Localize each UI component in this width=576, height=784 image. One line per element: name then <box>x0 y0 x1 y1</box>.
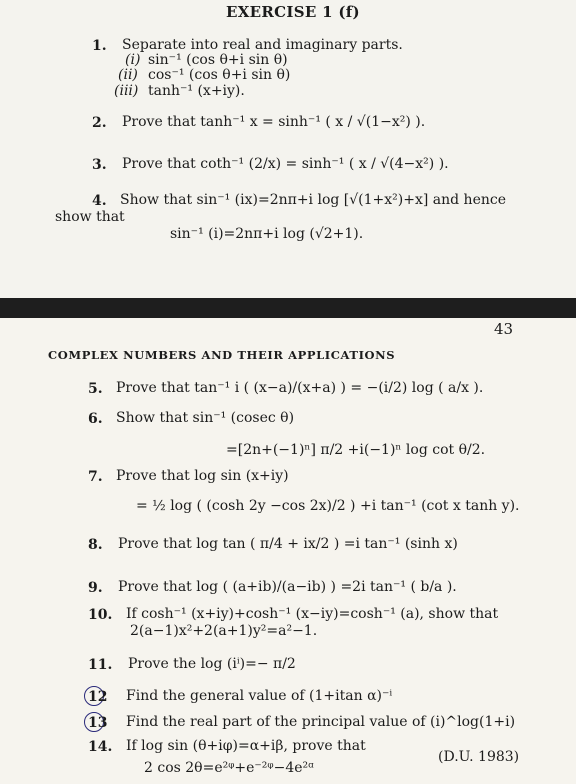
problem-14-result: 2 cos 2θ=e²ᵠ+e⁻²ᵠ−4e²ᵅ <box>144 760 314 776</box>
running-head: COMPLEX NUMBERS AND THEIR APPLICATIONS <box>48 348 396 362</box>
problem-10-result: 2(a−1)x²+2(a+1)y²=a²−1. <box>130 623 318 639</box>
problem-5-text: Prove that tan⁻¹ i ( (x−a)/(x+a) ) = −(i/2) log ( a/x ). <box>116 380 484 396</box>
page-number: 43 <box>494 320 514 338</box>
problem-3-number: 3. <box>92 157 107 173</box>
problem-12-number: 12 <box>88 689 108 705</box>
problem-11-text: Prove the log (iⁱ)=− π/2 <box>128 656 296 672</box>
problem-1-part-i-number: (i) <box>125 52 141 68</box>
problem-14-text: If log sin (θ+iφ)=α+iβ, prove that <box>126 738 366 754</box>
problem-14-number: 14. <box>88 739 113 755</box>
problem-8-number: 8. <box>88 537 103 553</box>
problem-1-part-iii-number: (iii) <box>114 83 139 99</box>
problem-11-number: 11. <box>88 657 113 673</box>
problem-6-result: =[2n+(−1)ⁿ] π/2 +i(−1)ⁿ log cot θ/2. <box>226 442 486 458</box>
problem-1-part-ii-number: (ii) <box>118 67 138 83</box>
problem-10-text: If cosh⁻¹ (x+iy)+cosh⁻¹ (x−iy)=cosh⁻¹ (a), show that <box>126 606 499 622</box>
page-gap-divider <box>0 298 576 318</box>
problem-4-text: Show that sin⁻¹ (ix)=2nπ+i log [√(1+x²)+x] and hence <box>120 192 507 208</box>
problem-6-number: 6. <box>88 411 103 427</box>
problem-1-text: Separate into real and imaginary parts. <box>122 37 403 53</box>
problem-4-number: 4. <box>92 193 107 209</box>
problem-8-text: Prove that log tan ( π/4 + ix/2 ) =i tan⁻¹ (sinh x) <box>118 536 458 552</box>
problem-9-number: 9. <box>88 580 103 596</box>
problem-10-number: 10. <box>88 607 113 623</box>
problem-3-text: Prove that coth⁻¹ (2/x) = sinh⁻¹ ( x / √(4−x²) ). <box>122 156 449 172</box>
problem-9-text: Prove that log ( (a+ib)/(a−ib) ) =2i tan⁻¹ ( b/a ). <box>118 579 457 595</box>
problem-5-number: 5. <box>88 381 103 397</box>
problem-1-number: 1. <box>92 38 107 54</box>
problem-6-text: Show that sin⁻¹ (cosec θ) <box>116 410 295 426</box>
problem-1-part-iii-text: tanh⁻¹ (x+iy). <box>148 83 245 99</box>
problem-4-continuation: show that <box>55 209 125 225</box>
problem-14-source: (D.U. 1983) <box>438 749 520 765</box>
problem-1-part-ii-text: cos⁻¹ (cos θ+i sin θ) <box>148 67 291 83</box>
problem-2-number: 2. <box>92 115 107 131</box>
problem-13-text: Find the real part of the principal value of (i)^log(1+i) <box>126 714 516 730</box>
problem-13-number: 13 <box>88 715 108 731</box>
problem-7-text: Prove that log sin (x+iy) <box>116 468 289 484</box>
problem-7-number: 7. <box>88 469 103 485</box>
problem-4-result: sin⁻¹ (i)=2nπ+i log (√2+1). <box>170 226 364 242</box>
problem-12-text: Find the general value of (1+itan α)⁻ⁱ <box>126 688 393 704</box>
bottom-page <box>0 318 576 784</box>
problem-1-part-i-text: sin⁻¹ (cos θ+i sin θ) <box>148 52 288 68</box>
problem-2-text: Prove that tanh⁻¹ x = sinh⁻¹ ( x / √(1−x²) ). <box>122 114 426 130</box>
problem-7-result: = ½ log ( (cosh 2y −cos 2x)/2 ) +i tan⁻¹ (cot x tanh y). <box>136 498 520 514</box>
top-page <box>0 0 576 298</box>
exercise-title: EXERCISE 1 (f) <box>226 3 360 21</box>
